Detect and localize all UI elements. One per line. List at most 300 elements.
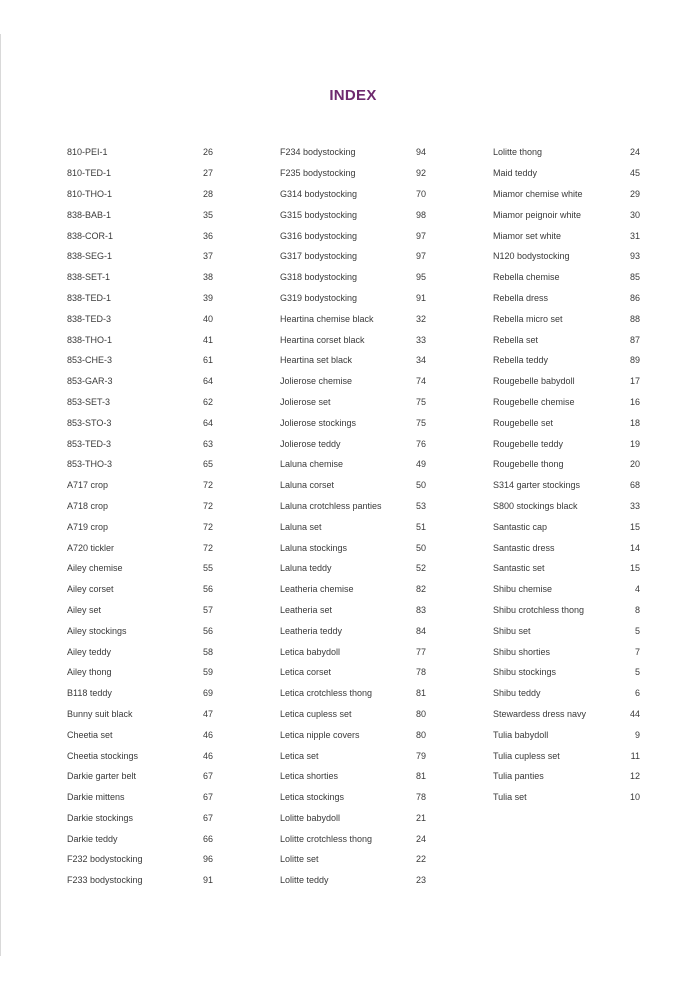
index-entry <box>280 704 426 725</box>
entry-page-number: 89 <box>629 355 640 366</box>
entry-page-number: 50 <box>415 480 426 491</box>
entry-page-number: 95 <box>415 272 426 283</box>
entry-name: Miamor peignoir white <box>493 209 582 220</box>
entry-page-number: 68 <box>629 480 640 491</box>
index-entry <box>280 620 426 641</box>
entry-name: Rebella micro set <box>493 313 563 324</box>
index-entry <box>67 204 213 225</box>
entry-name: F233 bodystocking <box>67 875 143 886</box>
index-entry <box>493 787 640 808</box>
index-entry <box>493 454 640 475</box>
entry-page-number: 15 <box>629 521 640 532</box>
entry-page-number: 24 <box>629 147 640 158</box>
entry-page-number: 96 <box>202 854 213 865</box>
entry-page-number: 69 <box>202 688 213 699</box>
entry-page-number: 86 <box>629 292 640 303</box>
entry-page-number: 81 <box>415 688 426 699</box>
index-entry <box>280 246 426 267</box>
entry-page-number: 16 <box>629 396 640 407</box>
index-entry <box>280 600 426 621</box>
entry-page-number: 65 <box>202 459 213 470</box>
entry-name: Letica cupless set <box>280 708 352 719</box>
index-entry <box>67 787 213 808</box>
entry-page-number: 49 <box>415 459 426 470</box>
entry-name: Rebella dress <box>493 292 549 303</box>
entry-name: Rougebelle teddy <box>493 438 564 449</box>
entry-page-number: 72 <box>202 480 213 491</box>
entry-page-number: 7 <box>634 646 640 657</box>
entry-page-number: 17 <box>629 376 640 387</box>
index-entry <box>67 329 213 350</box>
index-entry <box>280 225 426 246</box>
index-entry <box>280 142 426 163</box>
entry-page-number: 81 <box>415 771 426 782</box>
entry-name: Leatheria set <box>280 604 333 615</box>
entry-page-number: 55 <box>202 563 213 574</box>
entry-page-number: 67 <box>202 771 213 782</box>
entry-page-number: 38 <box>202 272 213 283</box>
index-entry <box>493 267 640 288</box>
entry-page-number: 50 <box>415 542 426 553</box>
index-entry <box>67 766 213 787</box>
entry-page-number: 31 <box>629 230 640 241</box>
index-entry <box>493 745 640 766</box>
entry-name: Miamor chemise white <box>493 188 583 199</box>
entry-page-number: 64 <box>202 376 213 387</box>
index-entry <box>280 454 426 475</box>
entry-name: G316 bodystocking <box>280 230 358 241</box>
index-entry <box>67 870 213 891</box>
entry-name: Laluna corset <box>280 480 335 491</box>
entry-page-number: 61 <box>202 355 213 366</box>
entry-name: 838-SEG-1 <box>67 251 113 262</box>
entry-name: 853-TED-3 <box>67 438 112 449</box>
entry-page-number: 24 <box>415 833 426 844</box>
entry-name: Laluna crotchless panties <box>280 500 382 511</box>
index-entry <box>280 475 426 496</box>
entry-name: Ailey stockings <box>67 625 127 636</box>
entry-page-number: 91 <box>415 292 426 303</box>
index-entry <box>280 683 426 704</box>
entry-name: 853-CHE-3 <box>67 355 113 366</box>
index-entry <box>493 724 640 745</box>
entry-name: Leatheria teddy <box>280 625 343 636</box>
entry-name: Stewardess dress navy <box>493 708 587 719</box>
page-title: INDEX <box>329 87 377 104</box>
entry-name: F232 bodystocking <box>67 854 143 865</box>
entry-name: Letica crotchless thong <box>280 688 373 699</box>
entry-name: 853-GAR-3 <box>67 376 113 387</box>
entry-page-number: 27 <box>202 168 213 179</box>
entry-page-number: 4 <box>634 584 640 595</box>
index-entry <box>280 537 426 558</box>
entry-name: Shibu chemise <box>493 584 553 595</box>
entry-name: Laluna set <box>280 521 322 532</box>
index-entry <box>493 288 640 309</box>
index-entry <box>493 412 640 433</box>
entry-page-number: 45 <box>629 168 640 179</box>
index-entry <box>67 849 213 870</box>
index-entry <box>493 246 640 267</box>
index-entry <box>67 308 213 329</box>
index-entry <box>280 371 426 392</box>
entry-page-number: 44 <box>629 708 640 719</box>
index-entry <box>280 329 426 350</box>
entry-name: 838-BAB-1 <box>67 209 112 220</box>
entry-page-number: 79 <box>415 750 426 761</box>
entry-page-number: 56 <box>202 584 213 595</box>
entry-name: Lolitte babydoll <box>280 812 341 823</box>
entry-name: Ailey set <box>67 604 102 615</box>
index-entry <box>493 433 640 454</box>
index-entry <box>67 683 213 704</box>
entry-page-number: 98 <box>415 209 426 220</box>
index-entry <box>493 392 640 413</box>
entry-name: Rebella set <box>493 334 539 345</box>
entry-page-number: 88 <box>629 313 640 324</box>
index-entry <box>67 225 213 246</box>
entry-page-number: 91 <box>202 875 213 886</box>
entry-name: Darkie stockings <box>67 812 134 823</box>
entry-page-number: 87 <box>629 334 640 345</box>
entry-page-number: 51 <box>415 521 426 532</box>
entry-name: G317 bodystocking <box>280 251 358 262</box>
entry-name: Shibu set <box>493 625 531 636</box>
entry-name: G319 bodystocking <box>280 292 358 303</box>
index-entry <box>493 558 640 579</box>
entry-page-number: 46 <box>202 750 213 761</box>
index-entry <box>280 766 426 787</box>
index-entry <box>493 329 640 350</box>
entry-page-number: 67 <box>202 792 213 803</box>
entry-name: Heartina set black <box>280 355 353 366</box>
index-entry <box>493 600 640 621</box>
entry-name: 810-PEI-1 <box>67 147 108 158</box>
entry-page-number: 34 <box>415 355 426 366</box>
index-entry <box>280 558 426 579</box>
entry-name: Ailey thong <box>67 667 112 678</box>
index-entry <box>67 516 213 537</box>
entry-name: Shibu shorties <box>493 646 551 657</box>
index-entry <box>493 142 640 163</box>
entry-name: Letica corset <box>280 667 332 678</box>
index-entry <box>280 724 426 745</box>
entry-name: Laluna teddy <box>280 563 332 574</box>
entry-name: Jolierose set <box>280 396 331 407</box>
entry-name: Heartina chemise black <box>280 313 374 324</box>
entry-page-number: 75 <box>415 396 426 407</box>
entry-page-number: 67 <box>202 812 213 823</box>
entry-name: Shibu teddy <box>493 688 541 699</box>
index-entry <box>280 641 426 662</box>
entry-name: Darkie mittens <box>67 792 125 803</box>
entry-name: Laluna stockings <box>280 542 348 553</box>
index-entry <box>280 392 426 413</box>
entry-name: S314 garter stockings <box>493 480 581 491</box>
index-entry <box>493 163 640 184</box>
entry-name: Miamor set white <box>493 230 562 241</box>
index-entry <box>493 683 640 704</box>
entry-page-number: 19 <box>629 438 640 449</box>
entry-page-number: 18 <box>629 417 640 428</box>
index-entry <box>280 267 426 288</box>
entry-name: Lolitte teddy <box>280 875 329 886</box>
entry-name: Rougebelle chemise <box>493 396 575 407</box>
entry-page-number: 29 <box>629 188 640 199</box>
entry-name: Tulia panties <box>493 771 544 782</box>
entry-name: Darkie teddy <box>67 833 118 844</box>
entry-name: 810-TED-1 <box>67 168 112 179</box>
index-entry <box>280 184 426 205</box>
entry-page-number: 72 <box>202 500 213 511</box>
entry-name: Shibu stockings <box>493 667 557 678</box>
index-entry <box>280 870 426 891</box>
entry-page-number: 41 <box>202 334 213 345</box>
entry-page-number: 59 <box>202 667 213 678</box>
entry-name: Ailey corset <box>67 584 114 595</box>
entry-name: Maid teddy <box>493 168 538 179</box>
index-entry <box>280 849 426 870</box>
index-column-3 <box>493 142 640 808</box>
index-entry <box>67 163 213 184</box>
entry-name: Santastic cap <box>493 521 548 532</box>
entry-page-number: 70 <box>415 188 426 199</box>
entry-page-number: 40 <box>202 313 213 324</box>
entry-page-number: 33 <box>629 500 640 511</box>
entry-page-number: 92 <box>415 168 426 179</box>
entry-name: Shibu crotchless thong <box>493 604 585 615</box>
entry-name: 838-TED-1 <box>67 292 112 303</box>
entry-name: 838-THO-1 <box>67 334 113 345</box>
index-entry <box>493 204 640 225</box>
index-entry <box>67 704 213 725</box>
entry-page-number: 10 <box>629 792 640 803</box>
entry-page-number: 82 <box>415 584 426 595</box>
entry-page-number: 20 <box>629 459 640 470</box>
entry-page-number: 32 <box>415 313 426 324</box>
index-entry <box>493 308 640 329</box>
entry-name: Letica stockings <box>280 792 345 803</box>
entry-name: Santastic dress <box>493 542 555 553</box>
index-entry <box>67 142 213 163</box>
index-entry <box>67 371 213 392</box>
index-entry <box>280 308 426 329</box>
index-entry <box>493 620 640 641</box>
entry-page-number: 77 <box>415 646 426 657</box>
entry-page-number: 66 <box>202 833 213 844</box>
index-entry <box>280 204 426 225</box>
index-entry <box>67 246 213 267</box>
entry-page-number: 47 <box>202 708 213 719</box>
entry-page-number: 97 <box>415 230 426 241</box>
entry-name: A717 crop <box>67 480 109 491</box>
entry-page-number: 35 <box>202 209 213 220</box>
entry-name: Ailey chemise <box>67 563 123 574</box>
entry-page-number: 39 <box>202 292 213 303</box>
entry-page-number: 84 <box>415 625 426 636</box>
entry-name: F235 bodystocking <box>280 168 356 179</box>
index-entry <box>67 184 213 205</box>
entry-name: Cheetia set <box>67 729 113 740</box>
entry-page-number: 94 <box>415 147 426 158</box>
entry-page-number: 22 <box>415 854 426 865</box>
entry-name: 838-COR-1 <box>67 230 114 241</box>
index-column-2 <box>280 142 426 891</box>
entry-name: A718 crop <box>67 500 109 511</box>
index-entry <box>493 350 640 371</box>
index-entry <box>67 288 213 309</box>
index-entry <box>67 620 213 641</box>
entry-page-number: 80 <box>415 729 426 740</box>
entry-name: Letica shorties <box>280 771 339 782</box>
entry-page-number: 72 <box>202 521 213 532</box>
entry-name: Bunny suit black <box>67 708 133 719</box>
entry-page-number: 74 <box>415 376 426 387</box>
entry-page-number: 97 <box>415 251 426 262</box>
entry-name: Tulia set <box>493 792 527 803</box>
entry-name: Santastic set <box>493 563 545 574</box>
index-entry <box>280 579 426 600</box>
entry-page-number: 72 <box>202 542 213 553</box>
entry-page-number: 64 <box>202 417 213 428</box>
entry-name: Letica set <box>280 750 319 761</box>
index-entry <box>280 350 426 371</box>
entry-name: Rougebelle thong <box>493 459 564 470</box>
index-entry <box>67 350 213 371</box>
entry-page-number: 62 <box>202 396 213 407</box>
index-entry <box>67 412 213 433</box>
entry-page-number: 57 <box>202 604 213 615</box>
index-entry <box>67 662 213 683</box>
index-entry <box>67 600 213 621</box>
entry-page-number: 36 <box>202 230 213 241</box>
entry-name: G315 bodystocking <box>280 209 358 220</box>
entry-page-number: 28 <box>202 188 213 199</box>
index-entry <box>67 267 213 288</box>
entry-page-number: 11 <box>630 750 640 761</box>
entry-name: Letica babydoll <box>280 646 341 657</box>
index-entry <box>493 516 640 537</box>
entry-name: 810-THO-1 <box>67 188 113 199</box>
index-entry <box>493 184 640 205</box>
entry-page-number: 78 <box>415 667 426 678</box>
entry-name: Leatheria chemise <box>280 584 354 595</box>
entry-name: Tulia babydoll <box>493 729 549 740</box>
entry-page-number: 5 <box>634 625 640 636</box>
entry-page-number: 75 <box>415 417 426 428</box>
index-entry <box>67 745 213 766</box>
entry-name: Rebella teddy <box>493 355 549 366</box>
entry-page-number: 14 <box>629 542 640 553</box>
entry-name: Letica nipple covers <box>280 729 360 740</box>
entry-name: B118 teddy <box>67 688 112 699</box>
index-entry <box>67 724 213 745</box>
entry-name: G314 bodystocking <box>280 188 358 199</box>
index-entry <box>493 766 640 787</box>
index-entry <box>493 662 640 683</box>
entry-name: N120 bodystocking <box>493 251 570 262</box>
entry-page-number: 21 <box>415 812 426 823</box>
index-entry <box>280 745 426 766</box>
entry-name: Jolierose stockings <box>280 417 357 428</box>
entry-name: Heartina corset black <box>280 334 365 345</box>
index-entry <box>280 496 426 517</box>
index-entry <box>67 392 213 413</box>
index-entry <box>493 537 640 558</box>
index-entry <box>67 496 213 517</box>
entry-page-number: 12 <box>629 771 640 782</box>
entry-name: Rebella chemise <box>493 272 560 283</box>
entry-name: 853-THO-3 <box>67 459 113 470</box>
entry-page-number: 58 <box>202 646 213 657</box>
entry-page-number: 33 <box>415 334 426 345</box>
entry-page-number: 53 <box>415 500 426 511</box>
entry-page-number: 80 <box>415 708 426 719</box>
entry-name: Rougebelle babydoll <box>493 376 575 387</box>
index-entry <box>67 537 213 558</box>
index-entry <box>280 288 426 309</box>
entry-page-number: 23 <box>415 875 426 886</box>
entry-name: A720 tickler <box>67 542 115 553</box>
entry-name: Darkie garter belt <box>67 771 137 782</box>
entry-name: Ailey teddy <box>67 646 112 657</box>
entry-name: Jolierose chemise <box>280 376 353 387</box>
index-entry <box>280 787 426 808</box>
index-entry <box>280 662 426 683</box>
entry-page-number: 9 <box>634 729 640 740</box>
entry-name: 838-TED-3 <box>67 313 112 324</box>
index-entry <box>67 808 213 829</box>
entry-page-number: 83 <box>415 604 426 615</box>
entry-name: G318 bodystocking <box>280 272 358 283</box>
page-edge-rule <box>0 34 1 956</box>
entry-page-number: 37 <box>202 251 213 262</box>
entry-page-number: 30 <box>629 209 640 220</box>
index-entry <box>280 516 426 537</box>
index-entry <box>67 475 213 496</box>
index-entry <box>280 828 426 849</box>
entry-page-number: 8 <box>634 604 640 615</box>
entry-name: 853-STO-3 <box>67 417 112 428</box>
index-entry <box>67 641 213 662</box>
index-entry <box>67 828 213 849</box>
entry-name: Lolitte thong <box>493 147 543 158</box>
entry-page-number: 26 <box>202 147 213 158</box>
index-entry <box>67 433 213 454</box>
index-entry <box>493 475 640 496</box>
index-entry <box>67 579 213 600</box>
entry-page-number: 46 <box>202 729 213 740</box>
entry-name: Laluna chemise <box>280 459 344 470</box>
index-entry <box>280 433 426 454</box>
index-entry <box>493 225 640 246</box>
entry-page-number: 93 <box>629 251 640 262</box>
entry-page-number: 85 <box>629 272 640 283</box>
entry-name: 853-SET-3 <box>67 396 111 407</box>
entry-name: Jolierose teddy <box>280 438 341 449</box>
entry-page-number: 5 <box>634 667 640 678</box>
entry-page-number: 56 <box>202 625 213 636</box>
index-entry <box>493 579 640 600</box>
entry-name: Lolitte crotchless thong <box>280 833 373 844</box>
entry-name: F234 bodystocking <box>280 147 356 158</box>
entry-name: 838-SET-1 <box>67 272 111 283</box>
entry-name: Lolitte set <box>280 854 319 865</box>
entry-name: Cheetia stockings <box>67 750 139 761</box>
entry-name: A719 crop <box>67 521 109 532</box>
entry-page-number: 6 <box>634 688 640 699</box>
index-entry <box>493 496 640 517</box>
